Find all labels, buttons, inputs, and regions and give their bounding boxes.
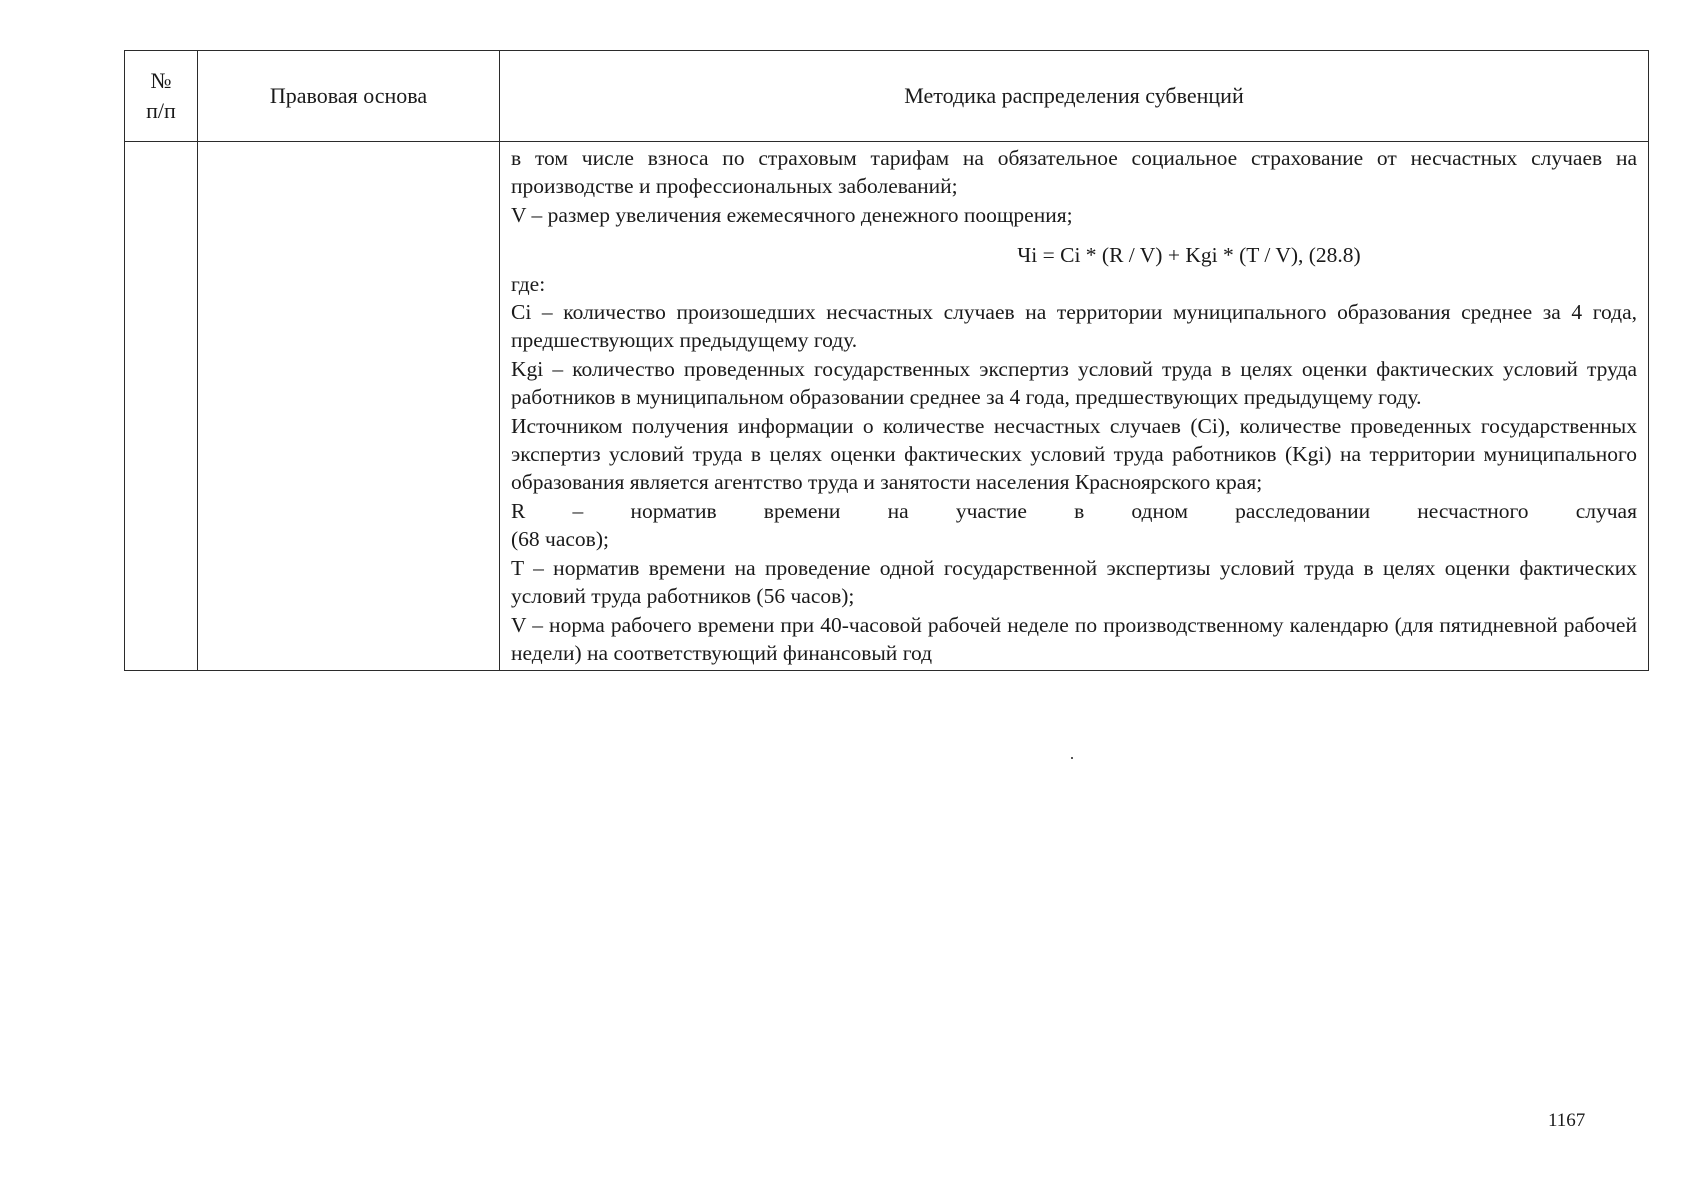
r-word: случая	[1575, 498, 1637, 523]
r-word: R	[511, 498, 526, 523]
paragraph-where: где:	[511, 271, 546, 296]
r-word: участие	[955, 498, 1027, 523]
r-word: норматив	[630, 498, 717, 523]
formula-28-8: Чi = Ci * (R / V) + Kgi * (T / V), (28.8)	[1017, 243, 1361, 268]
paragraph-r-line	[511, 497, 1637, 525]
paragraph-source: Источником получения информации о количестве несчастных случаев (Ci), количестве проведенных государственных экспертиз условий труда в целях оценки фактических условий труда работников (Kgi) на территории муниципального образования является агентство труда и занятости населения Красноярского края;	[511, 413, 1637, 495]
paragraph-ci: Ci – количество произошедших несчастных случаев на территории муниципального образования среднее за 4 года, предшествующих предыдущему году.	[511, 300, 1637, 353]
paragraph-t: T – норматив времени на проведение одной государственной экспертизы условий труда в целях оценки фактических условий труда работников (56 часов);	[511, 555, 1637, 609]
cell-methodology	[500, 142, 1649, 671]
paragraph-insurance: в том числе взноса по страховым тарифам на обязательное социальное страхование от несчастных случаев на производстве и профессиональных заболеваний;	[511, 146, 1637, 199]
paragraph-kgi: Kgi – количество проведенных государственных экспертиз условий труда в целях оценки фактических условий труда работников в муниципальном образовании среднее за 4 года, предшествующих предыдущему году.	[511, 356, 1637, 410]
header-legal-basis: Правовая основа	[198, 51, 500, 142]
page-number: 1167	[1548, 1110, 1586, 1131]
table-row	[125, 142, 1649, 671]
paragraph-v-norm: V – норма рабочего времени при 40-часовой рабочей неделе по производственному календарю (для пятидневной рабочей недели) на соответствующий финансовый год	[511, 612, 1637, 665]
header-number	[125, 51, 198, 142]
scan-speck	[1071, 757, 1073, 759]
header-number-line2: п/п	[146, 98, 176, 123]
methodology-table	[124, 50, 1649, 671]
paragraph-v-increase: V – размер увеличения ежемесячного денежного поощрения;	[511, 202, 1073, 227]
r-word: на	[887, 498, 909, 523]
header-methodology: Методика распределения субвенций	[500, 51, 1649, 142]
r-word: расследовании	[1235, 498, 1371, 523]
cell-legal-basis	[198, 142, 500, 671]
paragraph-r-tail: (68 часов);	[511, 527, 609, 552]
r-word: времени	[763, 498, 841, 523]
header-number-line1: №	[150, 68, 172, 93]
r-word: –	[572, 498, 584, 523]
cell-number	[125, 142, 198, 671]
r-word: несчастного	[1417, 498, 1529, 523]
r-word: одном	[1131, 498, 1188, 523]
table-header-row	[125, 51, 1649, 142]
r-word: в	[1074, 498, 1085, 523]
